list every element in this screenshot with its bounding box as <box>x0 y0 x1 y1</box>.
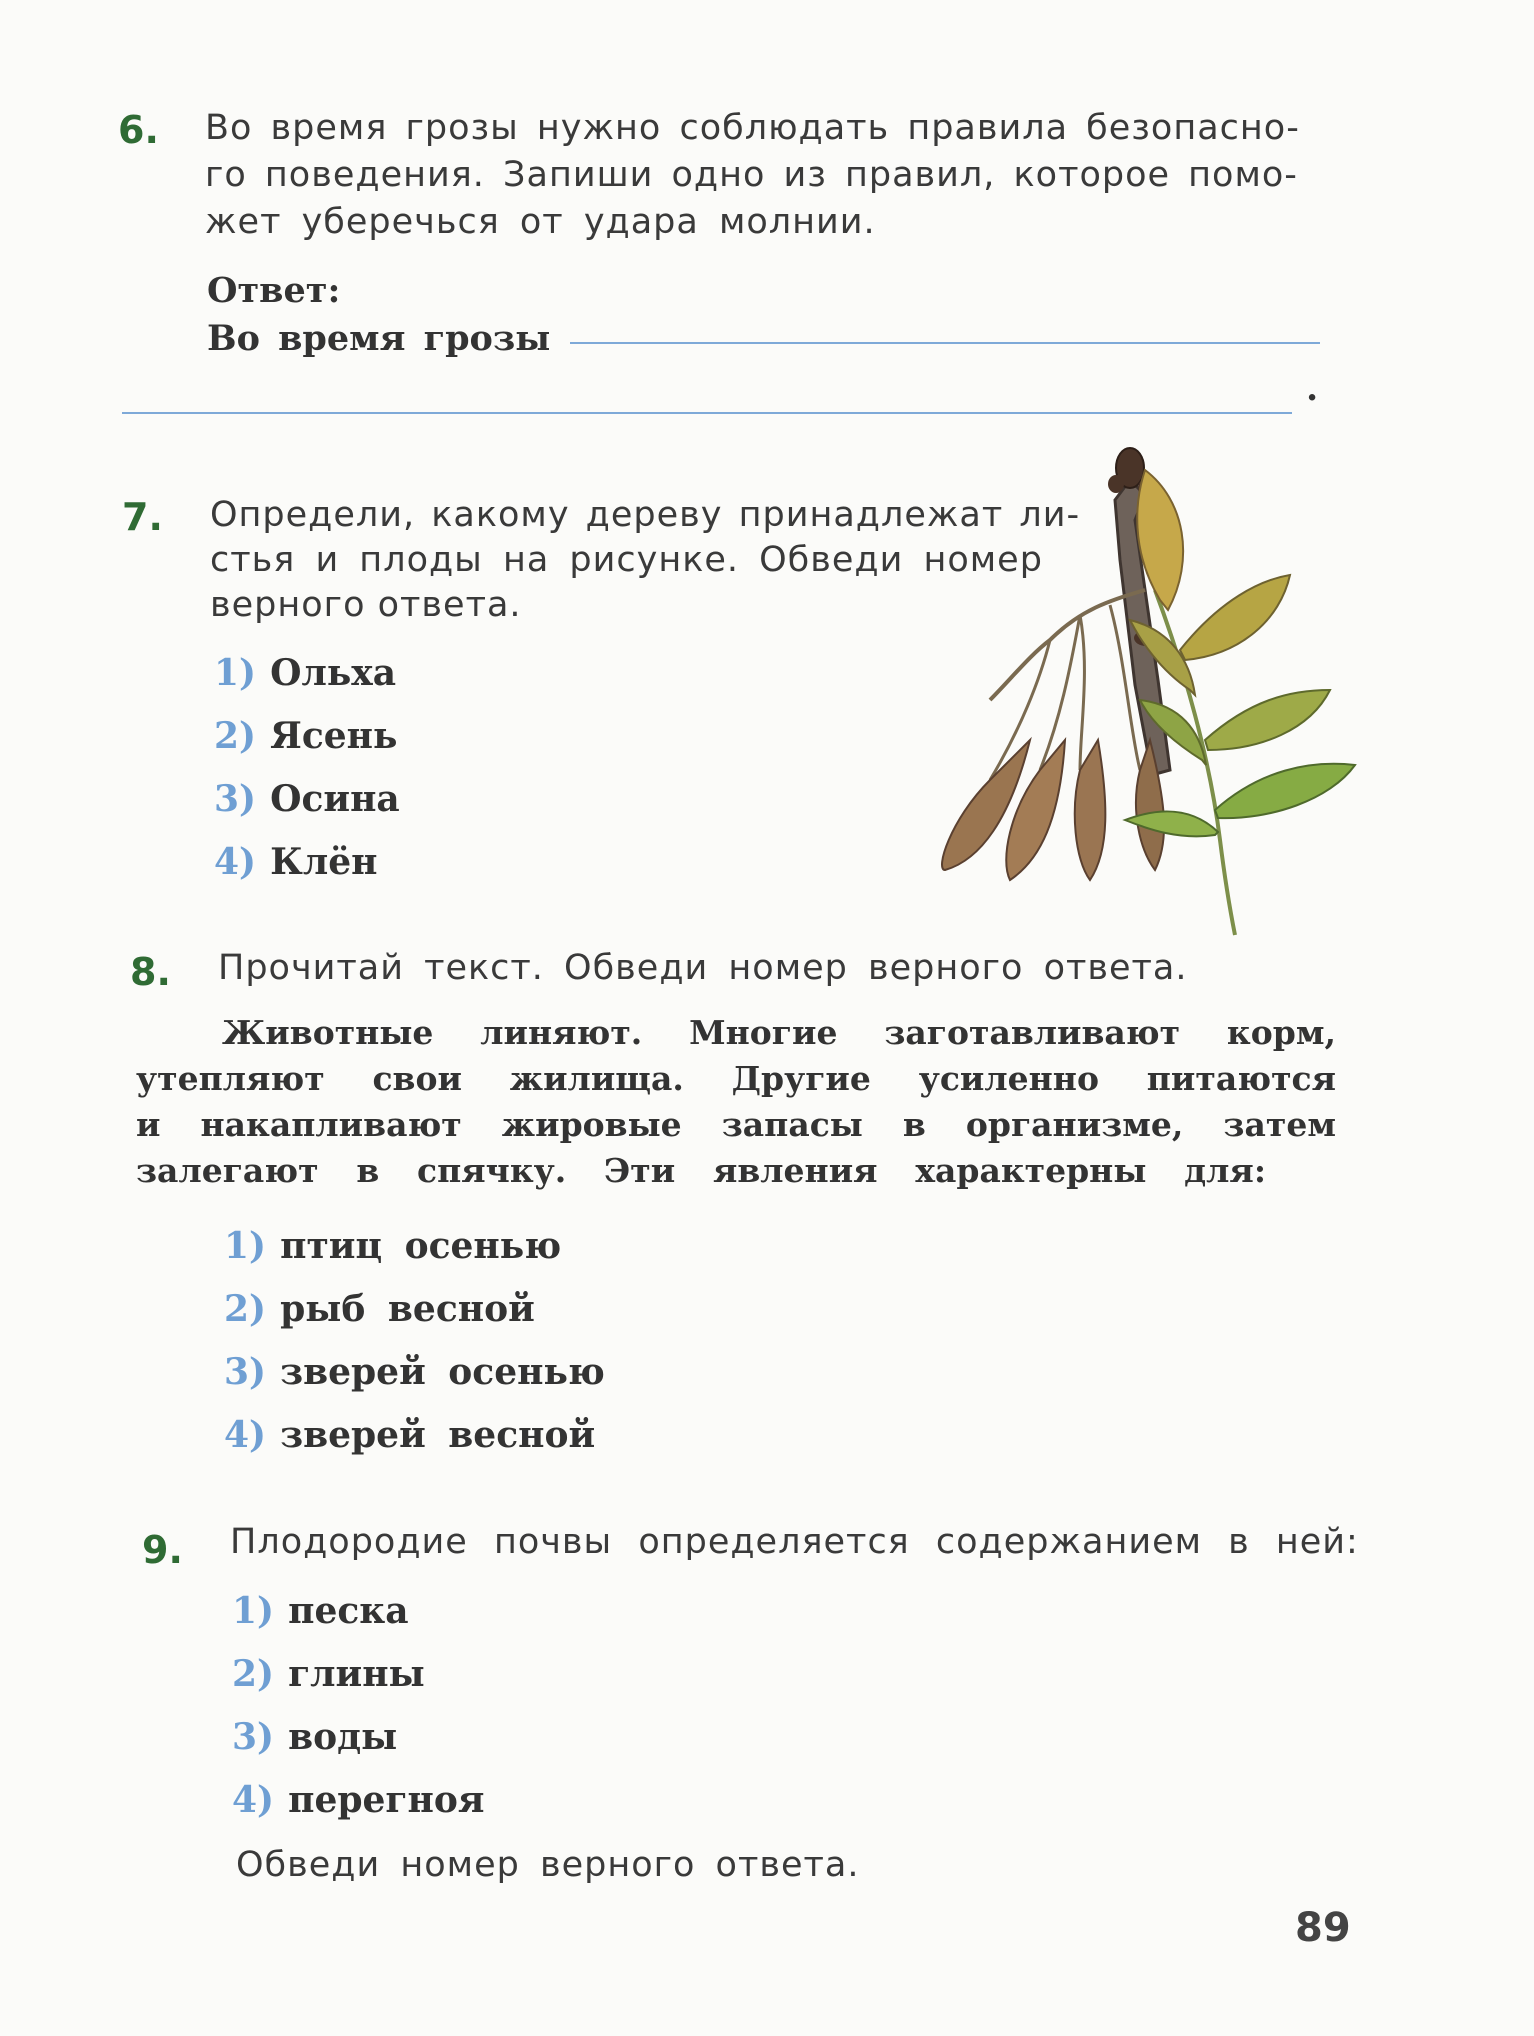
task-8-intro: Прочитай текст. Обведи номер верного ответа. <box>218 948 1188 988</box>
option-text: песка <box>288 1590 409 1632</box>
option-number: 4) <box>232 1779 275 1821</box>
task-7-option-2[interactable] <box>214 715 397 757</box>
task-8-option-4[interactable] <box>224 1414 595 1456</box>
task-8-option-2[interactable] <box>224 1288 535 1330</box>
option-text: зверей весной <box>280 1414 596 1456</box>
task-8-text-line-2: утепляют свои жилища. Другие усиленно питаются <box>136 1059 1336 1098</box>
task-9-outro: Обведи номер верного ответа. <box>236 1845 860 1885</box>
task-9-option-1[interactable] <box>232 1590 409 1632</box>
task-7-line-1: Определи, какому дереву принадлежат ли- <box>210 495 1081 535</box>
option-number: 2) <box>224 1288 267 1330</box>
option-number: 3) <box>232 1716 275 1758</box>
option-number: 2) <box>232 1653 275 1695</box>
task-8-text <box>136 1010 1336 1194</box>
task-6-number: 6. <box>118 108 159 152</box>
task-7-option-1[interactable] <box>214 652 396 694</box>
task-7-number: 7. <box>122 495 163 539</box>
task-7-line-2: стья и плоды на рисунке. Обведи номер <box>210 540 1043 580</box>
ash-branch-with-samaras-icon <box>930 440 1410 940</box>
option-text: Ясень <box>270 715 398 757</box>
option-number: 1) <box>232 1590 275 1632</box>
answer-end-period: . <box>1306 368 1319 409</box>
task-7-option-3[interactable] <box>214 778 400 820</box>
answer-label: Ответ: <box>207 270 341 311</box>
answer-prefix: Во время грозы <box>207 318 551 359</box>
option-text: глины <box>288 1653 425 1695</box>
task-8-text-line-1: Животные линяют. Многие заготавливают корм, <box>222 1013 1336 1052</box>
option-number: 1) <box>224 1225 267 1267</box>
task-7-option-4[interactable] <box>214 841 377 883</box>
option-number: 4) <box>224 1414 267 1456</box>
task-8-option-1[interactable] <box>224 1225 561 1267</box>
task-9-option-4[interactable] <box>232 1779 484 1821</box>
option-number: 1) <box>214 652 257 694</box>
option-number: 2) <box>214 715 257 757</box>
option-text: перегноя <box>288 1779 485 1821</box>
task-8-option-3[interactable] <box>224 1351 605 1393</box>
task-7-line-3: верного ответа. <box>210 585 522 625</box>
option-number: 4) <box>214 841 257 883</box>
option-number: 3) <box>214 778 257 820</box>
task-6-line-3: жет уберечься от удара молнии. <box>205 202 876 242</box>
option-text: Осина <box>270 778 400 820</box>
task-6-line-2: го поведения. Запиши одно из правил, которое помо- <box>205 155 1298 195</box>
task-9-number: 9. <box>142 1528 183 1572</box>
page-number: 89 <box>1295 1905 1351 1951</box>
task-8-text-line-4: залегают в спячку. Эти явления характерны для: <box>136 1151 1266 1190</box>
option-text: Клён <box>270 841 378 883</box>
option-text: воды <box>288 1716 398 1758</box>
task-9-option-3[interactable] <box>232 1716 397 1758</box>
option-text: птиц осенью <box>280 1225 562 1267</box>
option-text: зверей осенью <box>280 1351 605 1393</box>
option-text: рыб весной <box>280 1288 535 1330</box>
task-9-intro: Плодородие почвы определяется содержанием в ней: <box>230 1522 1359 1562</box>
task-9-option-2[interactable] <box>232 1653 425 1695</box>
task-8-text-line-3: и накапливают жировые запасы в организме, затем <box>136 1105 1336 1144</box>
option-text: Ольха <box>270 652 397 694</box>
answer-line-2[interactable] <box>122 412 1292 414</box>
option-number: 3) <box>224 1351 267 1393</box>
task-6-line-1: Во время грозы нужно соблюдать правила безопасно- <box>205 108 1300 148</box>
answer-line-1[interactable] <box>570 342 1320 344</box>
task-8-number: 8. <box>130 950 171 994</box>
